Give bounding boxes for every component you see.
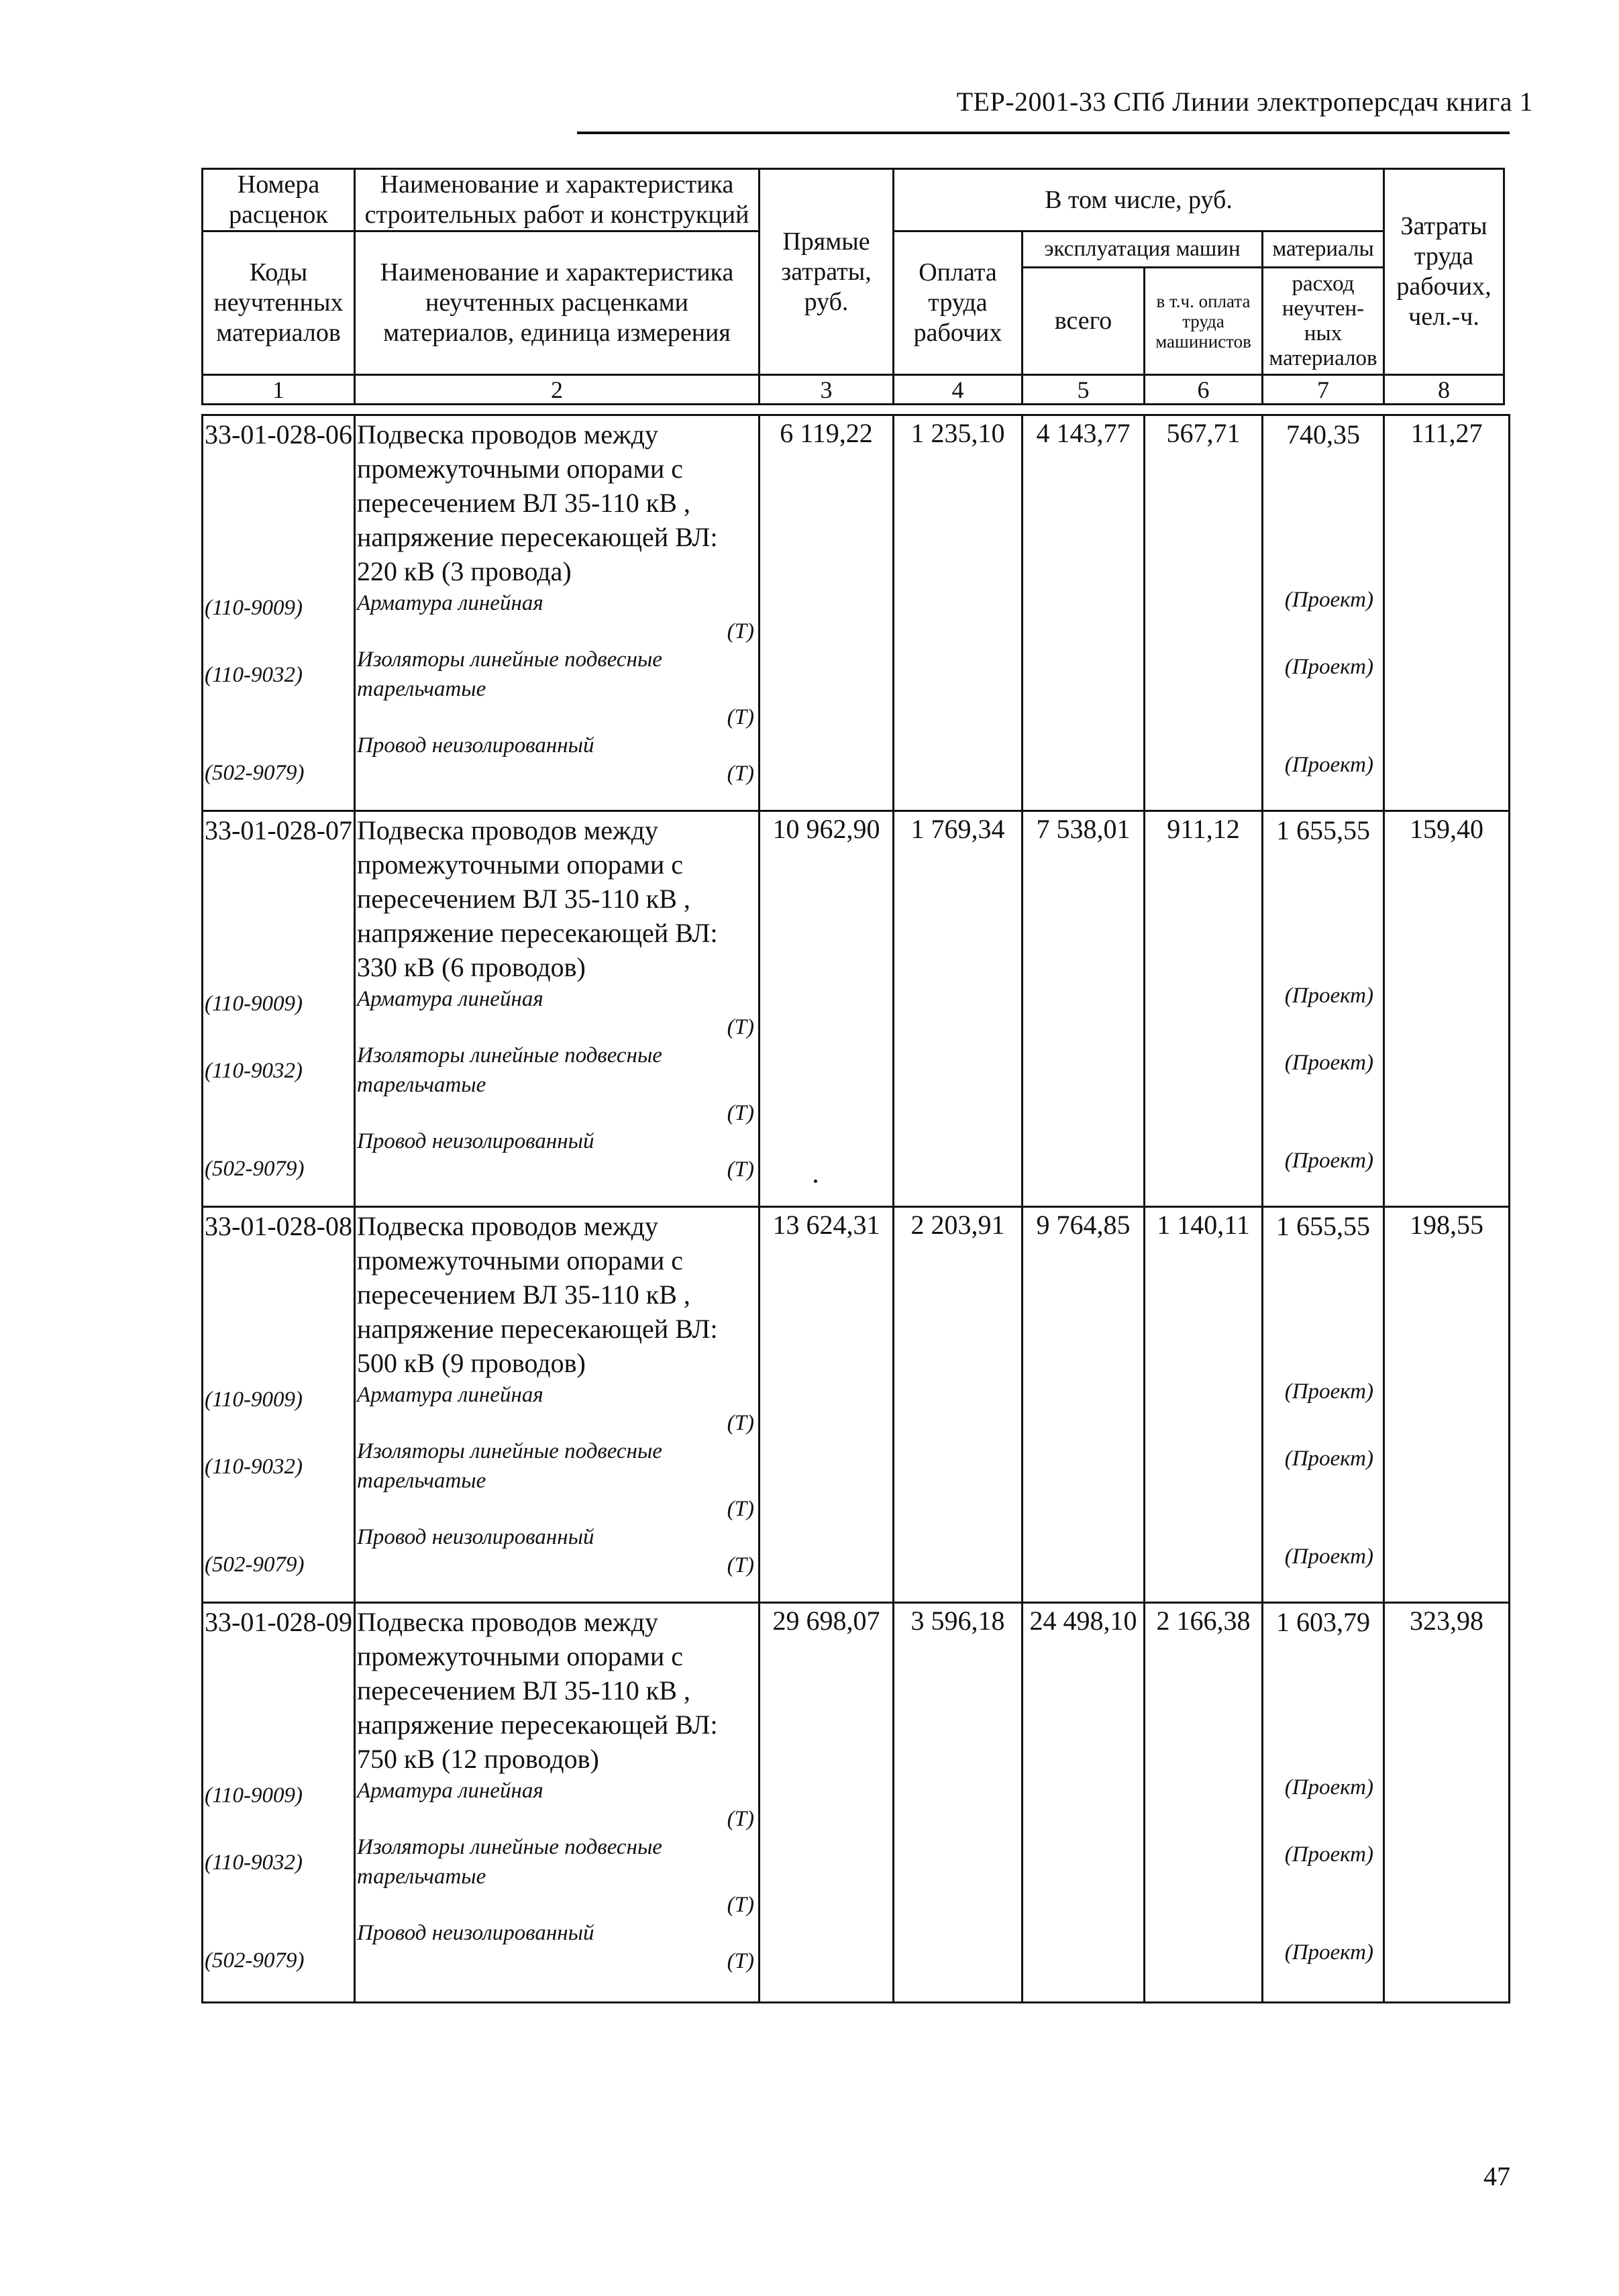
machinist-pay: 1 140,11 — [1145, 1207, 1263, 1603]
rate-code-cell — [203, 811, 355, 1207]
labor-pay: 1 235,10 — [894, 415, 1023, 811]
header-machinist-pay: в т.ч. оплата труда машинистов — [1145, 268, 1263, 375]
machines-total: 7 538,01 — [1023, 811, 1145, 1207]
material-unit: (Т) — [727, 1101, 754, 1125]
material-unit: (Т) — [727, 1157, 754, 1182]
materials-cell — [1263, 415, 1384, 811]
material-name: Изоляторы линейные подвесные тарельчатые — [357, 1439, 662, 1493]
direct-costs: 10 962,90 — [760, 811, 894, 1207]
materials-value: 1 603,79 — [1276, 1607, 1370, 1637]
material-note: (Проект) — [1284, 984, 1373, 1008]
rate-code-cell — [203, 1207, 355, 1603]
labor-hours: 323,98 — [1384, 1603, 1510, 2003]
machinist-pay: 567,71 — [1145, 415, 1263, 811]
material-note: (Проект) — [1284, 1545, 1373, 1569]
labor-hours: 111,27 — [1384, 415, 1510, 811]
material-code: (110-9009) — [205, 992, 303, 1016]
rate-code: 33-01-028-08 — [205, 1211, 352, 1241]
column-number: 5 — [1023, 375, 1145, 405]
material-code: (502-9079) — [205, 1948, 305, 1973]
material-name: Изоляторы линейные подвесные тарельчатые — [357, 1835, 662, 1889]
header-rate-numbers: Номера расценок — [203, 169, 355, 231]
material-unit: (Т) — [727, 1015, 754, 1039]
material-unit: (Т) — [727, 1411, 754, 1435]
machines-total: 9 764,85 — [1023, 1207, 1145, 1603]
header-materials: материалы — [1263, 231, 1384, 268]
labor-pay: 2 203,91 — [894, 1207, 1023, 1603]
description-cell — [355, 1207, 760, 1603]
materials-value: 740,35 — [1286, 419, 1360, 450]
column-number: 3 — [760, 375, 894, 405]
material-unit: (Т) — [727, 1807, 754, 1831]
material-unit: (Т) — [727, 1497, 754, 1521]
machines-total: 24 498,10 — [1023, 1603, 1145, 2003]
work-description: Подвеска проводов между промежуточными опорами с пересечением ВЛ 35-110 кВ , напряжение пересекающей ВЛ: 330 кВ (6 проводов) — [357, 815, 718, 982]
material-code: (502-9079) — [205, 1553, 305, 1577]
materials-value: 1 655,55 — [1276, 1211, 1370, 1241]
material-note: (Проект) — [1284, 1940, 1373, 1965]
header-machines: эксплуатация машин — [1023, 231, 1263, 268]
material-code: (502-9079) — [205, 1157, 305, 1181]
material-code: (110-9032) — [205, 1850, 303, 1875]
material-code: (110-9032) — [205, 663, 303, 687]
material-note: (Проект) — [1284, 655, 1373, 679]
table-row — [203, 1603, 1510, 2003]
work-description: Подвеска проводов между промежуточными опорами с пересечением ВЛ 35-110 кВ , напряжение пересекающей ВЛ: 750 кВ (12 проводов) — [357, 1607, 718, 1774]
rate-code-cell — [203, 1603, 355, 2003]
document-header: ТЕР-2001-33 СПб Линии электроперсдач книга 1 — [956, 87, 1533, 117]
work-description: Подвеска проводов между промежуточными опорами с пересечением ВЛ 35-110 кВ , напряжение пересекающей ВЛ: 500 кВ (9 проводов) — [357, 1211, 718, 1378]
materials-value: 1 655,55 — [1276, 815, 1370, 845]
description-cell — [355, 1603, 760, 2003]
table-header — [201, 168, 1505, 405]
rate-code: 33-01-028-07 — [205, 815, 352, 845]
material-name: Арматура линейная — [357, 1779, 543, 1803]
material-note: (Проект) — [1284, 1379, 1373, 1404]
material-code: (110-9009) — [205, 596, 303, 620]
material-unit: (Т) — [727, 705, 754, 729]
header-material-name: Наименование и характеристика неучтенных расценками материалов, единица измерения — [355, 231, 760, 375]
material-note: (Проект) — [1284, 1775, 1373, 1799]
materials-cell — [1263, 811, 1384, 1207]
column-number: 4 — [894, 375, 1023, 405]
description-cell — [355, 415, 760, 811]
material-unit: (Т) — [727, 1553, 754, 1577]
material-note: (Проект) — [1284, 1842, 1373, 1867]
rate-code-cell — [203, 415, 355, 811]
direct-costs: 29 698,07 — [760, 1603, 894, 2003]
description-cell — [355, 811, 760, 1207]
column-number: 6 — [1145, 375, 1263, 405]
material-code: (110-9009) — [205, 1388, 303, 1412]
labor-hours: 159,40 — [1384, 811, 1510, 1207]
header-machines-total: всего — [1023, 268, 1145, 375]
material-note: (Проект) — [1284, 1051, 1373, 1075]
material-name: Изоляторы линейные подвесные тарельчатые — [357, 1043, 662, 1097]
material-name: Изоляторы линейные подвесные тарельчатые — [357, 647, 662, 701]
rates-table — [201, 414, 1510, 2003]
work-description: Подвеска проводов между промежуточными опорами с пересечением ВЛ 35-110 кВ , напряжение пересекающей ВЛ: 220 кВ (3 провода) — [357, 419, 718, 586]
machines-total: 4 143,77 — [1023, 415, 1145, 811]
material-name: Арматура линейная — [357, 987, 543, 1011]
header-group: В том числе, руб. — [894, 169, 1384, 231]
table-row — [203, 811, 1510, 1207]
labor-pay: 1 769,34 — [894, 811, 1023, 1207]
material-code: (110-9032) — [205, 1455, 303, 1479]
material-unit: (Т) — [727, 1893, 754, 1917]
rate-code: 33-01-028-06 — [205, 419, 352, 450]
table-row — [203, 415, 1510, 811]
header-labor-hours: Затраты труда рабочих, чел.-ч. — [1384, 169, 1504, 375]
material-note: (Проект) — [1284, 588, 1373, 612]
header-material-codes: Коды неучтенных материалов — [203, 231, 355, 375]
material-code: (502-9079) — [205, 761, 305, 785]
material-unit: (Т) — [727, 762, 754, 786]
materials-cell — [1263, 1207, 1384, 1603]
page-number: 47 — [1483, 2161, 1510, 2191]
header-direct-costs: Прямые затраты, руб. — [760, 169, 894, 375]
material-name: Провод неизолированный — [357, 1921, 594, 1945]
material-name: Провод неизолированный — [357, 1129, 594, 1153]
material-name: Провод неизолированный — [357, 1525, 594, 1549]
header-work-name: Наименование и характеристика строительных работ и конструкций — [355, 169, 760, 231]
materials-cell — [1263, 1603, 1384, 2003]
material-unit: (Т) — [727, 1949, 754, 1973]
rate-code: 33-01-028-09 — [205, 1607, 352, 1637]
material-note: (Проект) — [1284, 753, 1373, 777]
column-number: 1 — [203, 375, 355, 405]
material-code: (110-9032) — [205, 1059, 303, 1083]
material-name: Арматура линейная — [357, 1383, 543, 1407]
material-code: (110-9009) — [205, 1783, 303, 1808]
machinist-pay: 911,12 — [1145, 811, 1263, 1207]
table-row — [203, 1207, 1510, 1603]
material-note: (Проект) — [1284, 1149, 1373, 1173]
material-note: (Проект) — [1284, 1447, 1373, 1471]
direct-costs: 6 119,22 — [760, 415, 894, 811]
header-unaccounted-materials: расход неучтен-ных материалов — [1263, 268, 1384, 375]
scan-speck — [814, 1180, 817, 1183]
header-labor-pay: Оплата труда рабочих — [894, 231, 1023, 375]
column-number: 7 — [1263, 375, 1384, 405]
material-name: Арматура линейная — [357, 591, 543, 615]
machinist-pay: 2 166,38 — [1145, 1603, 1263, 2003]
column-number: 8 — [1384, 375, 1504, 405]
material-unit: (Т) — [727, 619, 754, 643]
header-rule — [577, 132, 1510, 134]
labor-hours: 198,55 — [1384, 1207, 1510, 1603]
material-name: Провод неизолированный — [357, 733, 594, 758]
column-number: 2 — [355, 375, 760, 405]
labor-pay: 3 596,18 — [894, 1603, 1023, 2003]
direct-costs: 13 624,31 — [760, 1207, 894, 1603]
